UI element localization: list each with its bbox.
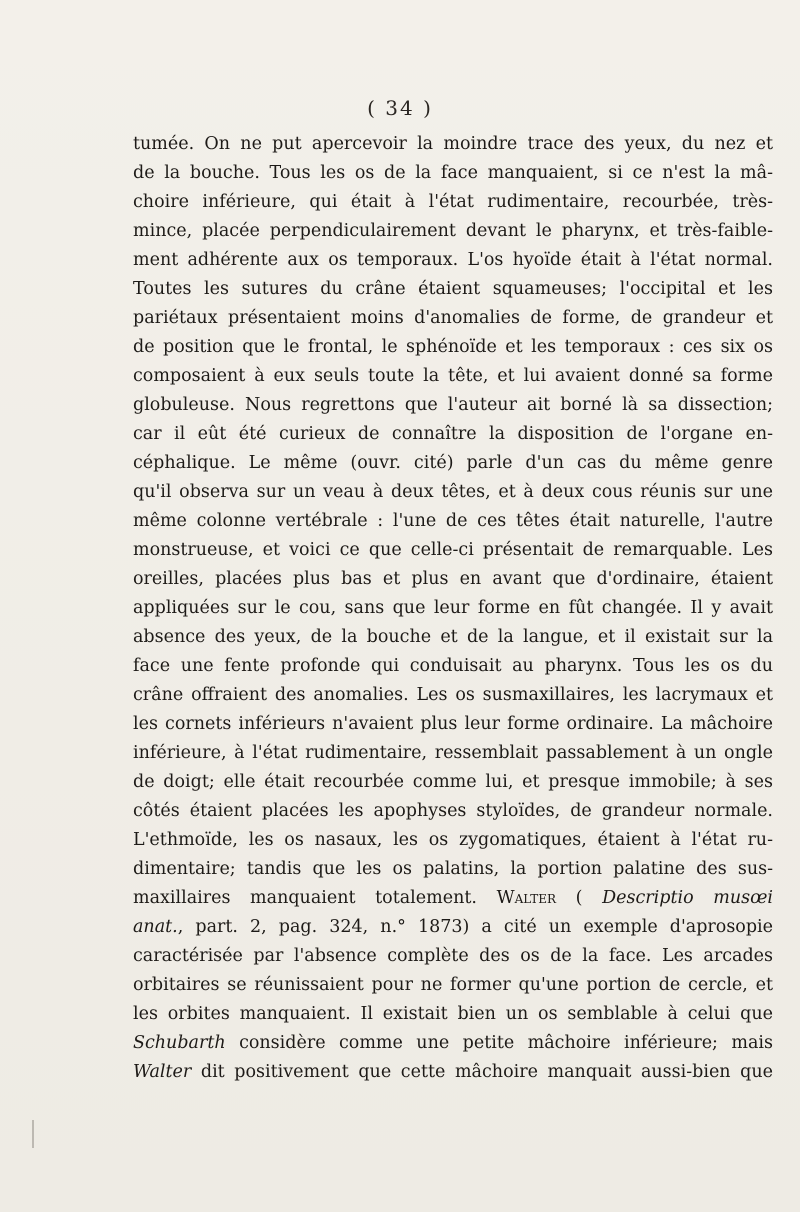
text-line-schubarth: [133, 1029, 773, 1058]
text-line: oreilles, placées plus bas et plus en avant que d'ordinaire, étaient: [133, 569, 773, 589]
text-line: pariétaux présentaient moins d'anomalies de forme, de grandeur et: [133, 308, 773, 328]
citation-open: (: [556, 888, 583, 908]
text-line: orbitaires se réunissaient pour ne former qu'une portion de cercle, et: [133, 975, 773, 995]
text-line: mince, placée perpendiculairement devant le pharynx, et très-faible-: [133, 221, 773, 241]
text-line: monstrueuse, et voici ce que celle-ci présentait de remarquable. Les: [133, 540, 773, 560]
text-line: même colonne vertébrale : l'une de ces têtes était naturelle, l'autre: [133, 511, 773, 531]
text-line: absence des yeux, de la bouche et de la langue, et il existait sur la: [133, 627, 773, 647]
text-line: Toutes les sutures du crâne étaient squameuses; l'occipital et les: [133, 279, 773, 299]
text-line: côtés étaient placées les apophyses styloïdes, de grandeur normale.: [133, 801, 773, 821]
text-line: appliquées sur le cou, sans que leur forme en fût changée. Il y avait: [133, 598, 773, 618]
text-line: ment adhérente aux os temporaux. L'os hyoïde était à l'état normal.: [133, 250, 773, 270]
text-line-citation: [133, 913, 773, 942]
text-fragment: considère comme une petite mâchoire inférieure; mais: [225, 1033, 773, 1053]
author-walter-italic: Walter: [133, 1062, 192, 1082]
text-line: caractérisée par l'absence complète des os de la face. Les arcades: [133, 946, 773, 966]
text-line-walter: [133, 884, 773, 913]
text-line: tumée. On ne put apercevoir la moindre trace des yeux, du nez et: [133, 134, 773, 154]
text-line: globuleuse. Nous regrettons que l'auteur ait borné là sa dissection;: [133, 395, 773, 415]
text-fragment: maxillaires manquaient totalement.: [133, 888, 477, 908]
text-line: les orbites manquaient. Il existait bien un os semblable à celui que: [133, 1004, 773, 1024]
citation-title-start: Descriptio musœi: [602, 888, 773, 908]
text-line: L'ethmoïde, les os nasaux, les os zygomatiques, étaient à l'état ru-: [133, 830, 773, 850]
author-walter: Walter: [496, 888, 557, 908]
text-line: face une fente profonde qui conduisait au pharynx. Tous les os du: [133, 656, 773, 676]
page-number: ( 34 ): [367, 96, 433, 120]
text-line: de position que le frontal, le sphénoïde et les temporaux : ces six os: [133, 337, 773, 357]
text-line: composaient à eux seuls toute la tête, et lui avaient donné sa forme: [133, 366, 773, 386]
text-line: choire inférieure, qui était à l'état rudimentaire, recourbée, très-: [133, 192, 773, 212]
text-line: les cornets inférieurs n'avaient plus leur forme ordinaire. La mâchoire: [133, 714, 773, 734]
text-line: qu'il observa sur un veau à deux têtes, et à deux cous réunis sur une: [133, 482, 773, 502]
text-line: dimentaire; tandis que les os palatins, la portion palatine des sus-: [133, 859, 773, 879]
citation-rest: , part. 2, pag. 324, n.° 1873) a cité un exemple d'aprosopie: [177, 917, 773, 937]
author-schubarth: Schubarth: [133, 1033, 226, 1053]
body-text: [133, 130, 773, 1087]
text-fragment: dit positivement que cette mâchoire manquait aussi-bien que: [191, 1062, 773, 1082]
text-line: car il eût été curieux de connaître la disposition de l'organe en-: [133, 424, 773, 444]
margin-mark: [32, 1120, 34, 1148]
text-line-walter-final: [133, 1058, 773, 1087]
text-line: crâne offraient des anomalies. Les os susmaxillaires, les lacrymaux et: [133, 685, 773, 705]
text-line: de doigt; elle était recourbée comme lui, et presque immobile; à ses: [133, 772, 773, 792]
text-line: inférieure, à l'état rudimentaire, ressemblait passablement à un ongle: [133, 743, 773, 763]
citation-title-end: anat.: [133, 917, 178, 937]
text-line: de la bouche. Tous les os de la face manquaient, si ce n'est la mâ-: [133, 163, 773, 183]
text-line: céphalique. Le même (ouvr. cité) parle d'un cas du même genre: [133, 453, 773, 473]
